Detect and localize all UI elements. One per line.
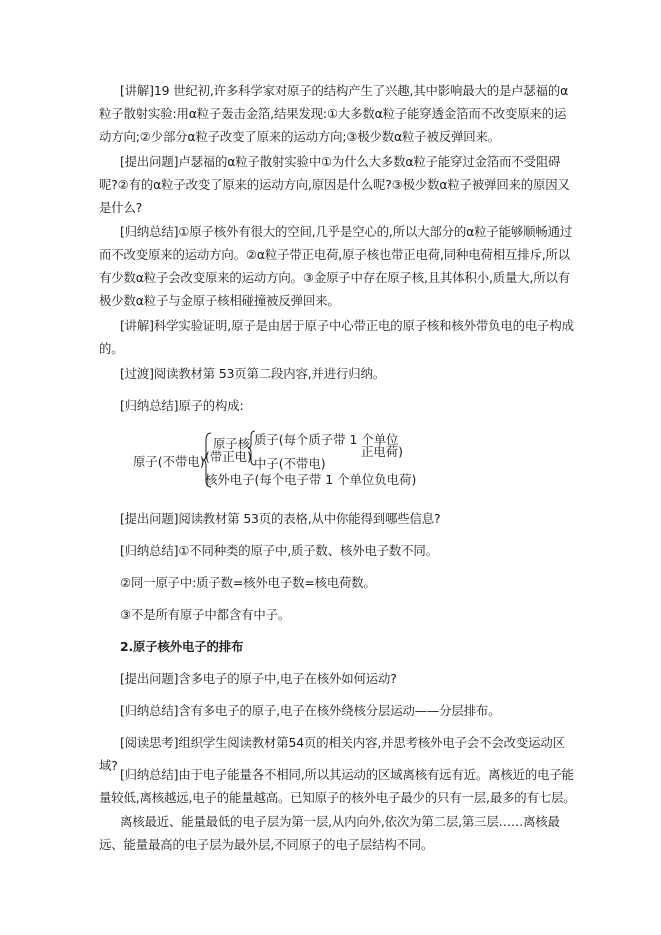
paragraph-transition: [过渡]阅读教材第 53页第二段内容,并进行归纳。	[120, 366, 385, 381]
paragraph-layer-order: 离核最近、能量最低的电子层为第一层,从内向外,依次为第二层,第三层……离核最远、能量最高的电子层为最外层,不同原子的电子层结构不同。	[99, 814, 560, 852]
atom-label: 原子(不带电)	[133, 454, 205, 469]
paragraph-rutherford-explanation: [讲解]19 世纪初,许多科学家对原子的结构产生了兴趣,其中影响最大的是卢瑟福的α粒子散射实验:用α粒子轰击金箔,结果发现:①大多数α粒子能穿透金箔而不改变原来的运动方向;②少部分α粒子改变了原来的运动方向;③极少数α粒子被反弹回来。	[99, 83, 569, 144]
proton-charge-label: 正电荷)	[361, 444, 404, 459]
paragraph-summary-1: [归纳总结]①不同种类的原子中,质子数、核外电子数不同。	[120, 543, 438, 558]
paragraph-atom-composition: [讲解]科学实验证明,原子是由居于原子中心带正电的原子核和核外带负电的电子构成的。	[99, 318, 574, 356]
nucleus-charge-label: (带正电)	[205, 449, 252, 464]
paragraph-summary-layers: [归纳总结]含有多电子的原子,电子在核外绕核分层运动——分层排布。	[120, 703, 501, 718]
paragraph-question-electrons: [提出问题]含多电子的原子中,电子在核外如何运动?	[120, 671, 397, 686]
section-heading: 2.原子核外电子的排布	[120, 639, 244, 654]
electron-label: 核外电子(每个电子带 1 个单位负电荷)	[205, 472, 417, 487]
paragraph-summary-scattering: [归纳总结]①原子核外有很大的空间,几乎是空心的,所以大部分的α粒子能够顺畅通过而不改变原来的运动方向。②α粒子带正电荷,原子核也带正电荷,同种电荷相互排斥,所以有少数α粒子会改变原来的运动方向。③金原子中存在原子核,且其体积小,质量大,所以有极少数α粒子与金原子核相碰撞被反弹回来。	[99, 224, 573, 308]
paragraph-summary-energy: [归纳总结]由于电子能量各不相同,所以其运动的区域离核有远有近。离核近的电子能量较低,离核越远,电子的能量越高。已知原子的核外电子最少的只有一层,最多的有七层。	[99, 767, 576, 805]
paragraph-question-scattering: [提出问题]卢瑟福的α粒子散射实验中①为什么大多数α粒子能穿过金箔而不受阻碍呢?②有的α粒子改变了原来的运动方向,原因是什么呢?③极少数α粒子被弹回来的原因又是什么?	[99, 154, 570, 215]
nucleus-label: 原子核	[213, 436, 251, 451]
paragraph-summary-3: ③不是所有原子中都含有中子。	[120, 607, 291, 622]
proton-label: 质子(每个质子带 1 个单位	[254, 432, 399, 447]
paragraph-summary-2: ②同一原子中:质子数=核外电子数=核电荷数。	[120, 575, 376, 590]
paragraph-question-table: [提出问题]阅读教材第 53页的表格,从中你能得到哪些信息?	[120, 511, 441, 526]
neutron-label: 中子(不带电)	[254, 456, 326, 471]
paragraph-reading-thinking: [阅读思考]组织学生阅读教材第54页的相关内容,并思考核外电子会不会改变运动区域?	[99, 735, 565, 773]
atom-structure-diagram	[133, 430, 433, 490]
paragraph-summary-structure: [归纳总结]原子的构成:	[120, 398, 244, 413]
